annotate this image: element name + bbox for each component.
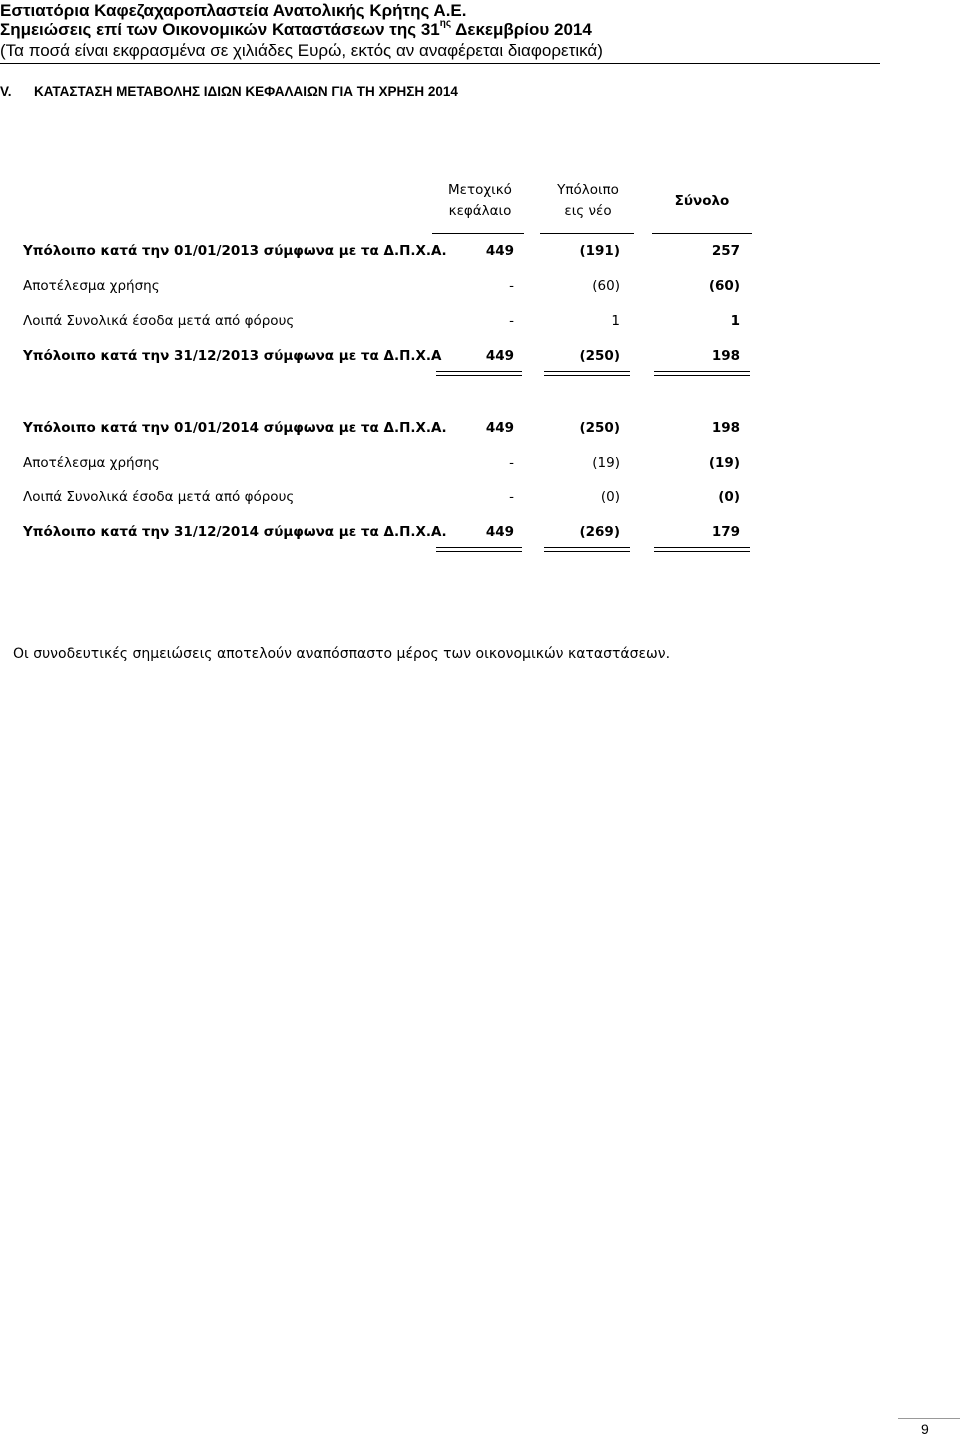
- column-header-underline: [540, 233, 634, 234]
- table-row: [0, 455, 960, 475]
- column-header-underline: [652, 233, 752, 234]
- total-value: 198: [711, 420, 740, 436]
- page-number: 9: [921, 1421, 929, 1437]
- double-underline: [544, 547, 630, 552]
- share-capital-value: 449: [485, 243, 514, 259]
- notes-title-prefix: Σημειώσεις επί των Οικονομικών Καταστάσεων της 31: [0, 20, 440, 39]
- page-number-rule: [898, 1418, 960, 1419]
- section-number: V.: [0, 84, 12, 99]
- share-capital-value: 449: [485, 524, 514, 540]
- section-title-text: ΚΑΤΑΣΤΑΣΗ ΜΕΤΑΒΟΛΗΣ ΙΔΙΩΝ ΚΕΦΑΛΑΙΩΝ ΓΙΑ ΤΗ ΧΡΗΣΗ 2014: [34, 84, 458, 99]
- double-underline: [436, 371, 522, 376]
- column-header-share-capital-line1: Μετοχικό: [448, 182, 512, 198]
- table-row: [0, 313, 960, 333]
- retained-value: 1: [611, 313, 620, 329]
- total-value: 257: [711, 243, 740, 259]
- share-capital-value: -: [509, 489, 514, 505]
- total-value: 198: [711, 348, 740, 364]
- total-value: (60): [708, 278, 740, 294]
- column-header-retained-line2: εις νέο: [564, 203, 612, 219]
- table-row: [0, 243, 960, 263]
- section-title: [0, 84, 458, 99]
- row-label: Αποτέλεσμα χρήσης: [23, 455, 160, 471]
- row-label: Υπόλοιπο κατά την 31/12/2014 σύμφωνα με τα Δ.Π.Χ.Α.: [23, 524, 447, 540]
- row-label: Υπόλοιπο κατά την 31/12/2013 σύμφωνα με τα Δ.Π.Χ.Α: [23, 348, 442, 364]
- retained-value: (0): [600, 489, 620, 505]
- footnote: Οι συνοδευτικές σημειώσεις αποτελούν αναπόσπαστο μέρος των οικονομικών καταστάσεων.: [13, 646, 671, 662]
- column-header-underline: [432, 233, 524, 234]
- share-capital-value: -: [509, 313, 514, 329]
- share-capital-value: -: [509, 455, 514, 471]
- company-name: Εστιατόρια Καφεζαχαροπλαστεία Ανατολικής Κρήτης Α.Ε.: [0, 1, 467, 20]
- total-value: (0): [718, 489, 740, 505]
- double-underline: [544, 371, 630, 376]
- column-header-total: Σύνολο: [674, 193, 730, 209]
- column-header-share-capital: [432, 180, 528, 222]
- share-capital-value: 449: [485, 348, 514, 364]
- retained-value: (250): [579, 348, 620, 364]
- retained-value: (269): [579, 524, 620, 540]
- row-label: Λοιπά Συνολικά έσοδα μετά από φόρους: [23, 313, 295, 329]
- share-capital-value: 449: [485, 420, 514, 436]
- double-underline: [436, 547, 522, 552]
- retained-value: (19): [592, 455, 620, 471]
- table-row: [0, 348, 960, 368]
- double-underline: [654, 371, 750, 376]
- row-label: Λοιπά Συνολικά έσοδα μετά από φόρους: [23, 489, 295, 505]
- notes-title-suffix: Δεκεμβρίου 2014: [451, 20, 592, 39]
- table-row: [0, 278, 960, 298]
- table-row: [0, 524, 960, 544]
- double-underline: [654, 547, 750, 552]
- row-label: Υπόλοιπο κατά την 01/01/2014 σύμφωνα με τα Δ.Π.Χ.Α.: [23, 420, 447, 436]
- column-header-retained: [540, 180, 636, 222]
- retained-value: (250): [579, 420, 620, 436]
- notes-title: [0, 20, 592, 40]
- total-value: (19): [708, 455, 740, 471]
- retained-value: (191): [579, 243, 620, 259]
- row-label: Αποτέλεσμα χρήσης: [23, 278, 160, 294]
- table-row: [0, 420, 960, 440]
- column-header-retained-line1: Υπόλοιπο: [557, 182, 619, 198]
- notes-title-superscript: ης: [439, 18, 452, 29]
- amounts-note: (Τα ποσά είναι εκφρασμένα σε χιλιάδες Ευρώ, εκτός αν αναφέρεται διαφορετικά): [0, 41, 603, 60]
- share-capital-value: -: [509, 278, 514, 294]
- retained-value: (60): [592, 278, 620, 294]
- row-label: Υπόλοιπο κατά την 01/01/2013 σύμφωνα με τα Δ.Π.Χ.Α.: [23, 243, 447, 259]
- header-divider: [0, 63, 880, 64]
- table-row: [0, 489, 960, 509]
- total-value: 1: [730, 313, 740, 329]
- column-header-share-capital-line2: κεφάλαιο: [448, 203, 512, 219]
- total-value: 179: [711, 524, 740, 540]
